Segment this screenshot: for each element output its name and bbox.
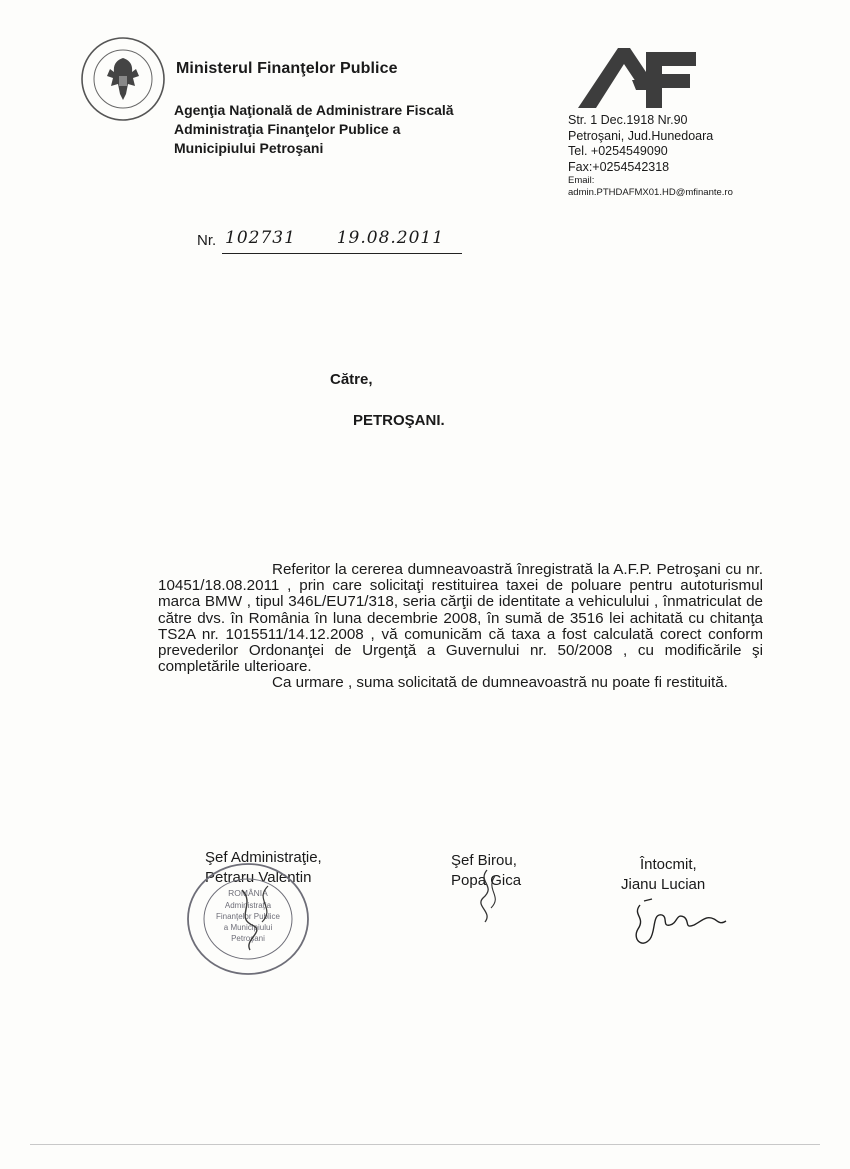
svg-text:Finanţelor Publice: Finanţelor Publice (215, 912, 281, 921)
body-paragraph-1: Referitor la cererea dumneavoastră înregistrată la A.F.P. Petroşani cu nr. 10451/18.08.2011 , prin care solicitaţi restituirea taxei de poluare pentru autoturismul marca BMW , tipul 346L/EU71/318, seria cărţii de identitate a vehiculului , înmatriculat de către dvs. în România în luna decembrie 2008, în sumă de 3516 lei achitată cu chitanţa TS2A nr. 1015511/14.12.2008 , vă comunicăm că taxa a fost calculată corect conform prevederilor Ordonanţei de Urgenţă a Guvernului nr. 50/2008 , cu modificările şi completările ulterioare. (158, 561, 763, 676)
administrator-name: Petraru Valentin (205, 869, 312, 886)
contact-address: Str. 1 Dec.1918 Nr.90 (568, 113, 688, 127)
agency-line-3: Municipiului Petroşani (174, 140, 324, 156)
drafted-name: Jianu Lucian (621, 876, 706, 893)
ministry-name: Ministerul Finanţelor Publice (176, 60, 398, 77)
body-paragraph-2: Ca urmare , suma solicitată de dumneavoastră nu poate fi restituită. (272, 674, 728, 692)
contact-email: admin.PTHDAFMX01.HD@mfinante.ro (568, 187, 733, 198)
agency-block (174, 101, 454, 158)
office-head-signature (457, 868, 521, 924)
contact-city: Petroşani, Jud.Hunedoara (568, 128, 714, 143)
ministry-seal-icon (80, 36, 166, 122)
svg-text:Administraţia: Administraţia (224, 901, 272, 910)
drafted-title: Întocmit, (640, 856, 697, 873)
registration-date: 19.08.2011 (336, 228, 445, 248)
addressee-salutation: Către, (330, 371, 373, 388)
office-head-name: Popa Gica (451, 872, 522, 889)
svg-text:ROMÂNIA: ROMÂNIA (228, 888, 268, 898)
contact-tel: Tel. +0254549090 (568, 144, 668, 158)
bottom-rule (30, 1144, 820, 1145)
af-logo-icon (574, 42, 700, 112)
official-stamp (184, 860, 312, 978)
registration-number: 102731 (225, 228, 296, 248)
contact-fax: Fax:+0254542318 (568, 159, 670, 174)
agency-line-1: Agenţia Naţională de Administrare Fiscală (174, 102, 454, 118)
office-head-title: Şef Birou, (451, 852, 517, 869)
agency-line-2: Administraţia Finanţelor Publice a (174, 121, 401, 137)
registration-handwritten (225, 228, 444, 248)
letter-body (158, 562, 763, 692)
administrator-title: Şef Administraţie, (205, 849, 322, 866)
registration-label: Nr. (197, 232, 217, 249)
drafted-signature (622, 895, 732, 955)
svg-text:Petroşani: Petroşani (231, 934, 265, 943)
contact-email-label: Email: (568, 175, 595, 186)
addressee-city: PETROŞANI. (353, 412, 445, 429)
contact-block (568, 113, 733, 199)
registration-underline (222, 253, 462, 254)
svg-text:a Municipiului: a Municipiului (223, 923, 273, 932)
